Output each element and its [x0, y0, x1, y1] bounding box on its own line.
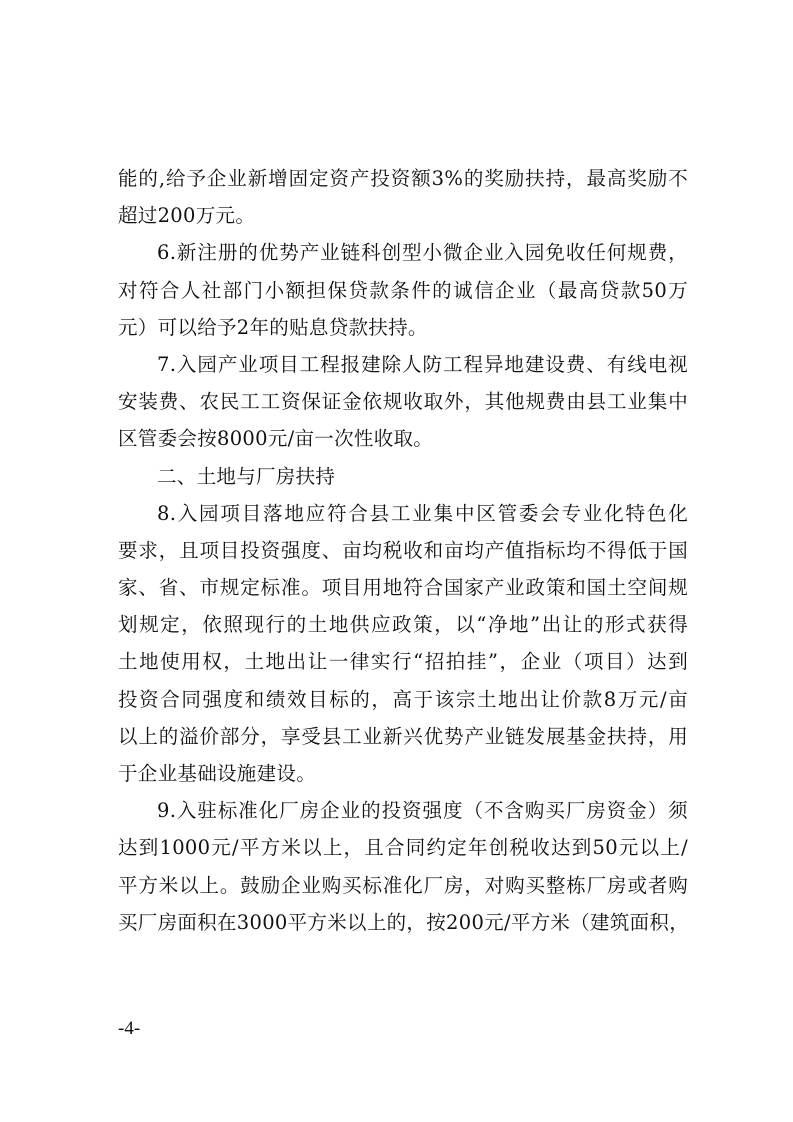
paragraph-line: 达到1000元/平方米以上，且合同约定年创税收达到50元以上/: [118, 836, 688, 860]
body-text: [118, 160, 688, 941]
paragraph-line: 能的,给予企业新增固定资产投资额3%的奖励扶持，最高奖励不: [118, 167, 688, 190]
paragraph-line: 对符合人社部门小额担保贷款条件的诚信企业（最高贷款50万: [118, 278, 688, 302]
paragraph-line: 8.入园项目落地应符合县工业集中区管委会专业化特色化: [157, 501, 688, 525]
paragraph-line: 买厂房面积在3000平方米以上的，按200元/平方米（建筑面积，: [118, 910, 690, 934]
paragraph-line: 土地使用权，土地出让一律实行“招拍挂”，企业（项目）达到: [118, 650, 688, 674]
paragraph-line: 平方米以上。鼓励企业购买标准化厂房，对购买整栋厂房或者购: [118, 873, 688, 897]
paragraph-line: 划规定，依照现行的土地供应政策，以“净地”出让的形式获得: [118, 613, 688, 637]
paragraph-line: 于企业基础设施建设。: [118, 762, 317, 785]
paragraph-line: 元）可以给予2年的贴息贷款扶持。: [118, 315, 428, 339]
paragraph-line: 超过200万元。: [118, 204, 256, 228]
paragraph-line: 要求，且项目投资强度、亩均税收和亩均产值指标均不得低于国: [118, 538, 688, 562]
section-heading: 二、土地与厂房扶持: [157, 464, 336, 488]
paragraph-line: 投资合同强度和绩效目标的，高于该宗土地出让价款8万元/亩: [118, 687, 688, 711]
paragraph-line: 安装费、农民工工资保证金依规收取外，其他规费由县工业集中: [118, 390, 688, 414]
paragraph-line: 9.入驻标准化厂房企业的投资强度（不含购买厂房资金）须: [157, 799, 688, 823]
paragraph-line: 6.新注册的优势产业链科创型小微企业入园免收任何规费，: [157, 241, 688, 265]
page-number: -4-: [118, 1018, 141, 1039]
paragraph-line: 家、省、市规定标准。项目用地符合国家产业政策和国土空间规: [118, 576, 688, 600]
paragraph-line: 区管委会按8000元/亩一次性收取。: [118, 427, 434, 451]
paragraph-line: 7.入园产业项目工程报建除人防工程异地建设费、有线电视: [157, 352, 688, 376]
paragraph-line: 以上的溢价部分，享受县工业新兴优势产业链发展基金扶持，用: [118, 724, 688, 748]
